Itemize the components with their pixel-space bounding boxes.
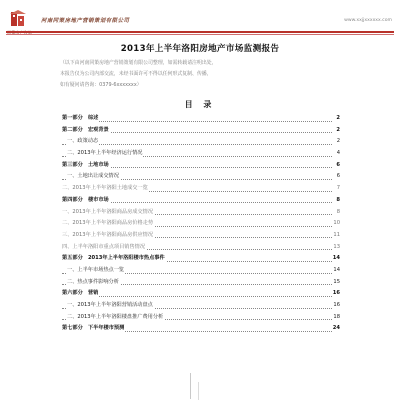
toc-entry-title: 第四部分 楼市市场 (62, 195, 110, 207)
toc-entry-title: 二、2013年上半年经济运行情况 (67, 148, 143, 160)
toc-entry-page: 6 (332, 160, 340, 172)
toc-entry-page: 16 (332, 288, 340, 300)
company-logo-icon (8, 10, 30, 30)
toc-leader-dots (62, 121, 332, 122)
toc-entry-page: 13 (332, 242, 340, 254)
toc-entry-page: 6 (332, 171, 340, 183)
toc-entry[interactable] (62, 125, 340, 137)
scan-mark (190, 373, 191, 399)
toc-entry-page: 14 (332, 265, 340, 277)
toc-entry[interactable] (62, 242, 340, 254)
toc-entry[interactable] (62, 160, 340, 172)
toc-entry-page: 2 (332, 113, 340, 125)
toc-entry-page: 16 (332, 300, 340, 312)
toc-entry-title: 一、2013年上半年洛阳商品房成交情况 (62, 207, 154, 219)
toc-entry[interactable] (62, 312, 340, 324)
toc-entry-page: 24 (332, 323, 340, 335)
toc-entry[interactable] (62, 195, 340, 207)
toc-entry[interactable] (62, 300, 340, 312)
toc-entry-title: 第一部分 综述 (62, 113, 99, 125)
toc-entry[interactable] (62, 230, 340, 242)
toc-entry-title: 第三部分 土地市场 (62, 160, 110, 172)
toc-entry[interactable] (62, 113, 340, 125)
toc-entry-page: 2 (332, 136, 340, 148)
toc-entry-title: 四、上半年洛阳市重点项目销售情况 (62, 242, 146, 254)
toc-entry-page: 2 (332, 125, 340, 137)
toc-entry-page: 4 (332, 148, 340, 160)
report-summary (60, 58, 342, 91)
toc-entry[interactable] (62, 277, 340, 289)
toc-entry-page: 18 (332, 312, 340, 324)
summary-line: 如有疑问请咨询：0379-6xxxxxxx） (60, 82, 142, 88)
toc-entry-title: 第二部分 宏观背景 (62, 125, 110, 137)
toc-heading: 目 录 (184, 100, 216, 109)
toc-entry-title: 第五部分 2013年上半年洛阳楼市热点事件 (62, 253, 166, 265)
toc-entry[interactable] (62, 207, 340, 219)
summary-line: 本报告仅为公司内部交流，未经书面许可不得以任何形式复制、传播， (60, 71, 212, 77)
toc-entry-page: 8 (332, 207, 340, 219)
toc-entry-title: 二、热点事件影响分析 (67, 277, 120, 289)
toc-entry-title: 第七部分 下半年楼市预测 (62, 323, 125, 335)
toc-entry[interactable] (62, 218, 340, 230)
toc-entry-title: 第六部分 营销 (62, 288, 99, 300)
toc-entry[interactable] (62, 183, 340, 195)
toc-entry-title: 三、2013年上半年洛阳商品房供应情况 (62, 230, 154, 242)
toc-entry[interactable] (62, 136, 340, 148)
report-title: 2013年上半年洛阳房地产市场监测报告 (120, 44, 280, 54)
table-of-contents (62, 113, 340, 335)
toc-entry-page: 8 (332, 195, 340, 207)
summary-line: （以下由河南同策房地产营销策划有限公司整理，如需转载请注明出处， (60, 60, 217, 66)
toc-entry[interactable] (62, 253, 340, 265)
scan-mark (198, 382, 199, 400)
toc-entry[interactable] (62, 323, 340, 335)
company-name: 河南同策房地产营销策划有限公司 (41, 18, 130, 24)
header-divider-thin (6, 34, 394, 35)
toc-entry-page: 7 (332, 183, 340, 195)
toc-entry-title: 二、2013年上半年洛阳商品房价格走势 (62, 218, 154, 230)
toc-entry-page: 11 (332, 230, 340, 242)
toc-entry-page: 14 (332, 253, 340, 265)
toc-entry-title: 二、2013年上半年洛阳楼盘推广费用分析 (67, 312, 164, 324)
toc-entry-title: 一、2013年上半年洛阳营销活动盘点 (67, 300, 154, 312)
toc-leader-dots (62, 144, 332, 145)
toc-entry[interactable] (62, 148, 340, 160)
toc-entry-page: 10 (332, 218, 340, 230)
toc-leader-dots (62, 296, 332, 297)
toc-entry[interactable] (62, 265, 340, 277)
company-website: www.xxjjxxxxxx.com (344, 18, 392, 23)
toc-entry[interactable] (62, 171, 340, 183)
toc-entry-page: 15 (332, 277, 340, 289)
toc-entry-title: 一、政策动态 (67, 136, 99, 148)
toc-entry-title: 一、上半年市场热点一览 (67, 265, 125, 277)
toc-entry-title: 二、2013年上半年洛阳土地成交一览 (62, 183, 149, 195)
toc-entry-title: 一、土地出让成交情况 (67, 171, 120, 183)
toc-entry[interactable] (62, 288, 340, 300)
